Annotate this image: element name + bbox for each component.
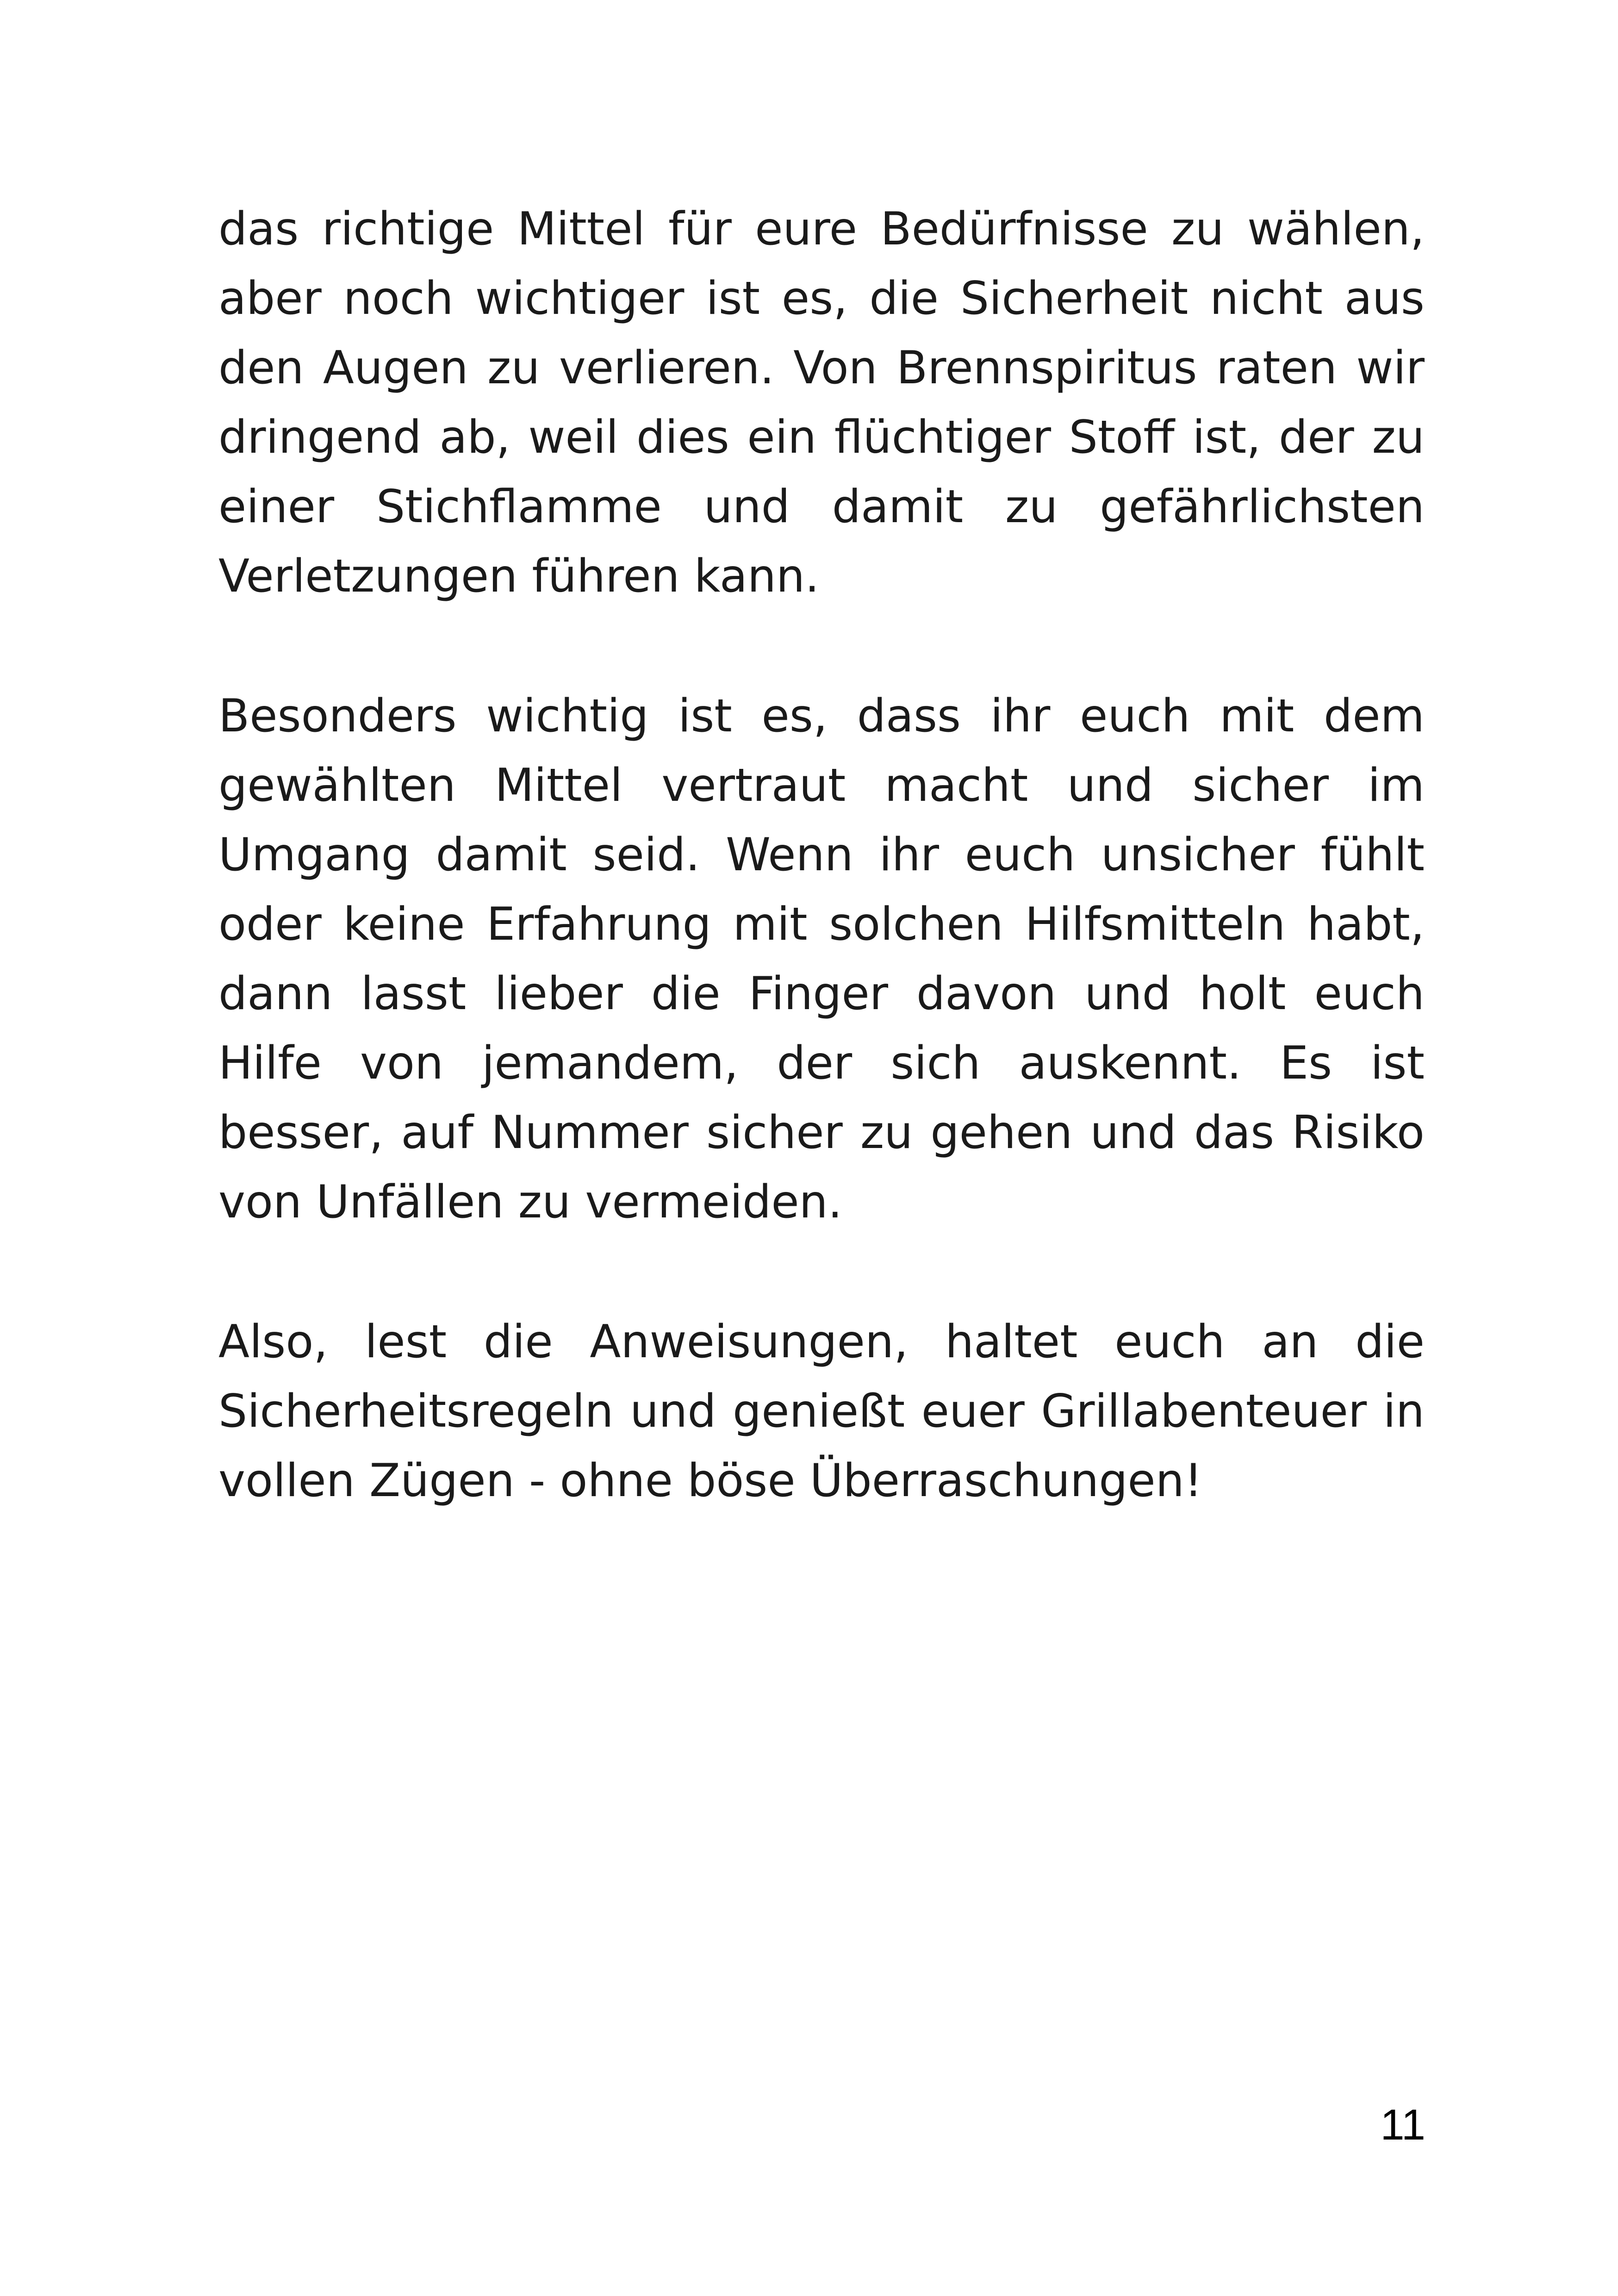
body-paragraph: das richtige Mittel für eure Bedürfnisse zu wählen, aber noch wichtiger ist es, die Sicherheit nicht aus den Augen zu verlieren. Von Brennspiritus raten wir dringend ab, weil dies ein flüchtiger Stoff ist, der zu einer Stichflamme und damit zu gefährlichsten Verletzungen führen kann.: [218, 203, 1425, 603]
body-paragraph: Also, lest die Anweisungen, haltet euch an die Sicherheitsregeln und genießt euer Grillabenteuer in vollen Zügen - ohne böse Überraschungen!: [218, 1316, 1425, 1507]
page-number: 11: [1380, 2100, 1425, 2149]
body-paragraph: Besonders wichtig ist es, dass ihr euch mit dem gewählten Mittel vertraut macht und sicher im Umgang damit seid. Wenn ihr euch unsicher fühlt oder keine Erfahrung mit solchen Hilfsmitteln habt, dann lasst lieber die Finger davon und holt euch Hilfe von jemandem, der sich auskennt. Es ist besser, auf Nummer sicher zu gehen und das Risiko von Unfällen zu vermeiden.: [218, 690, 1425, 1229]
